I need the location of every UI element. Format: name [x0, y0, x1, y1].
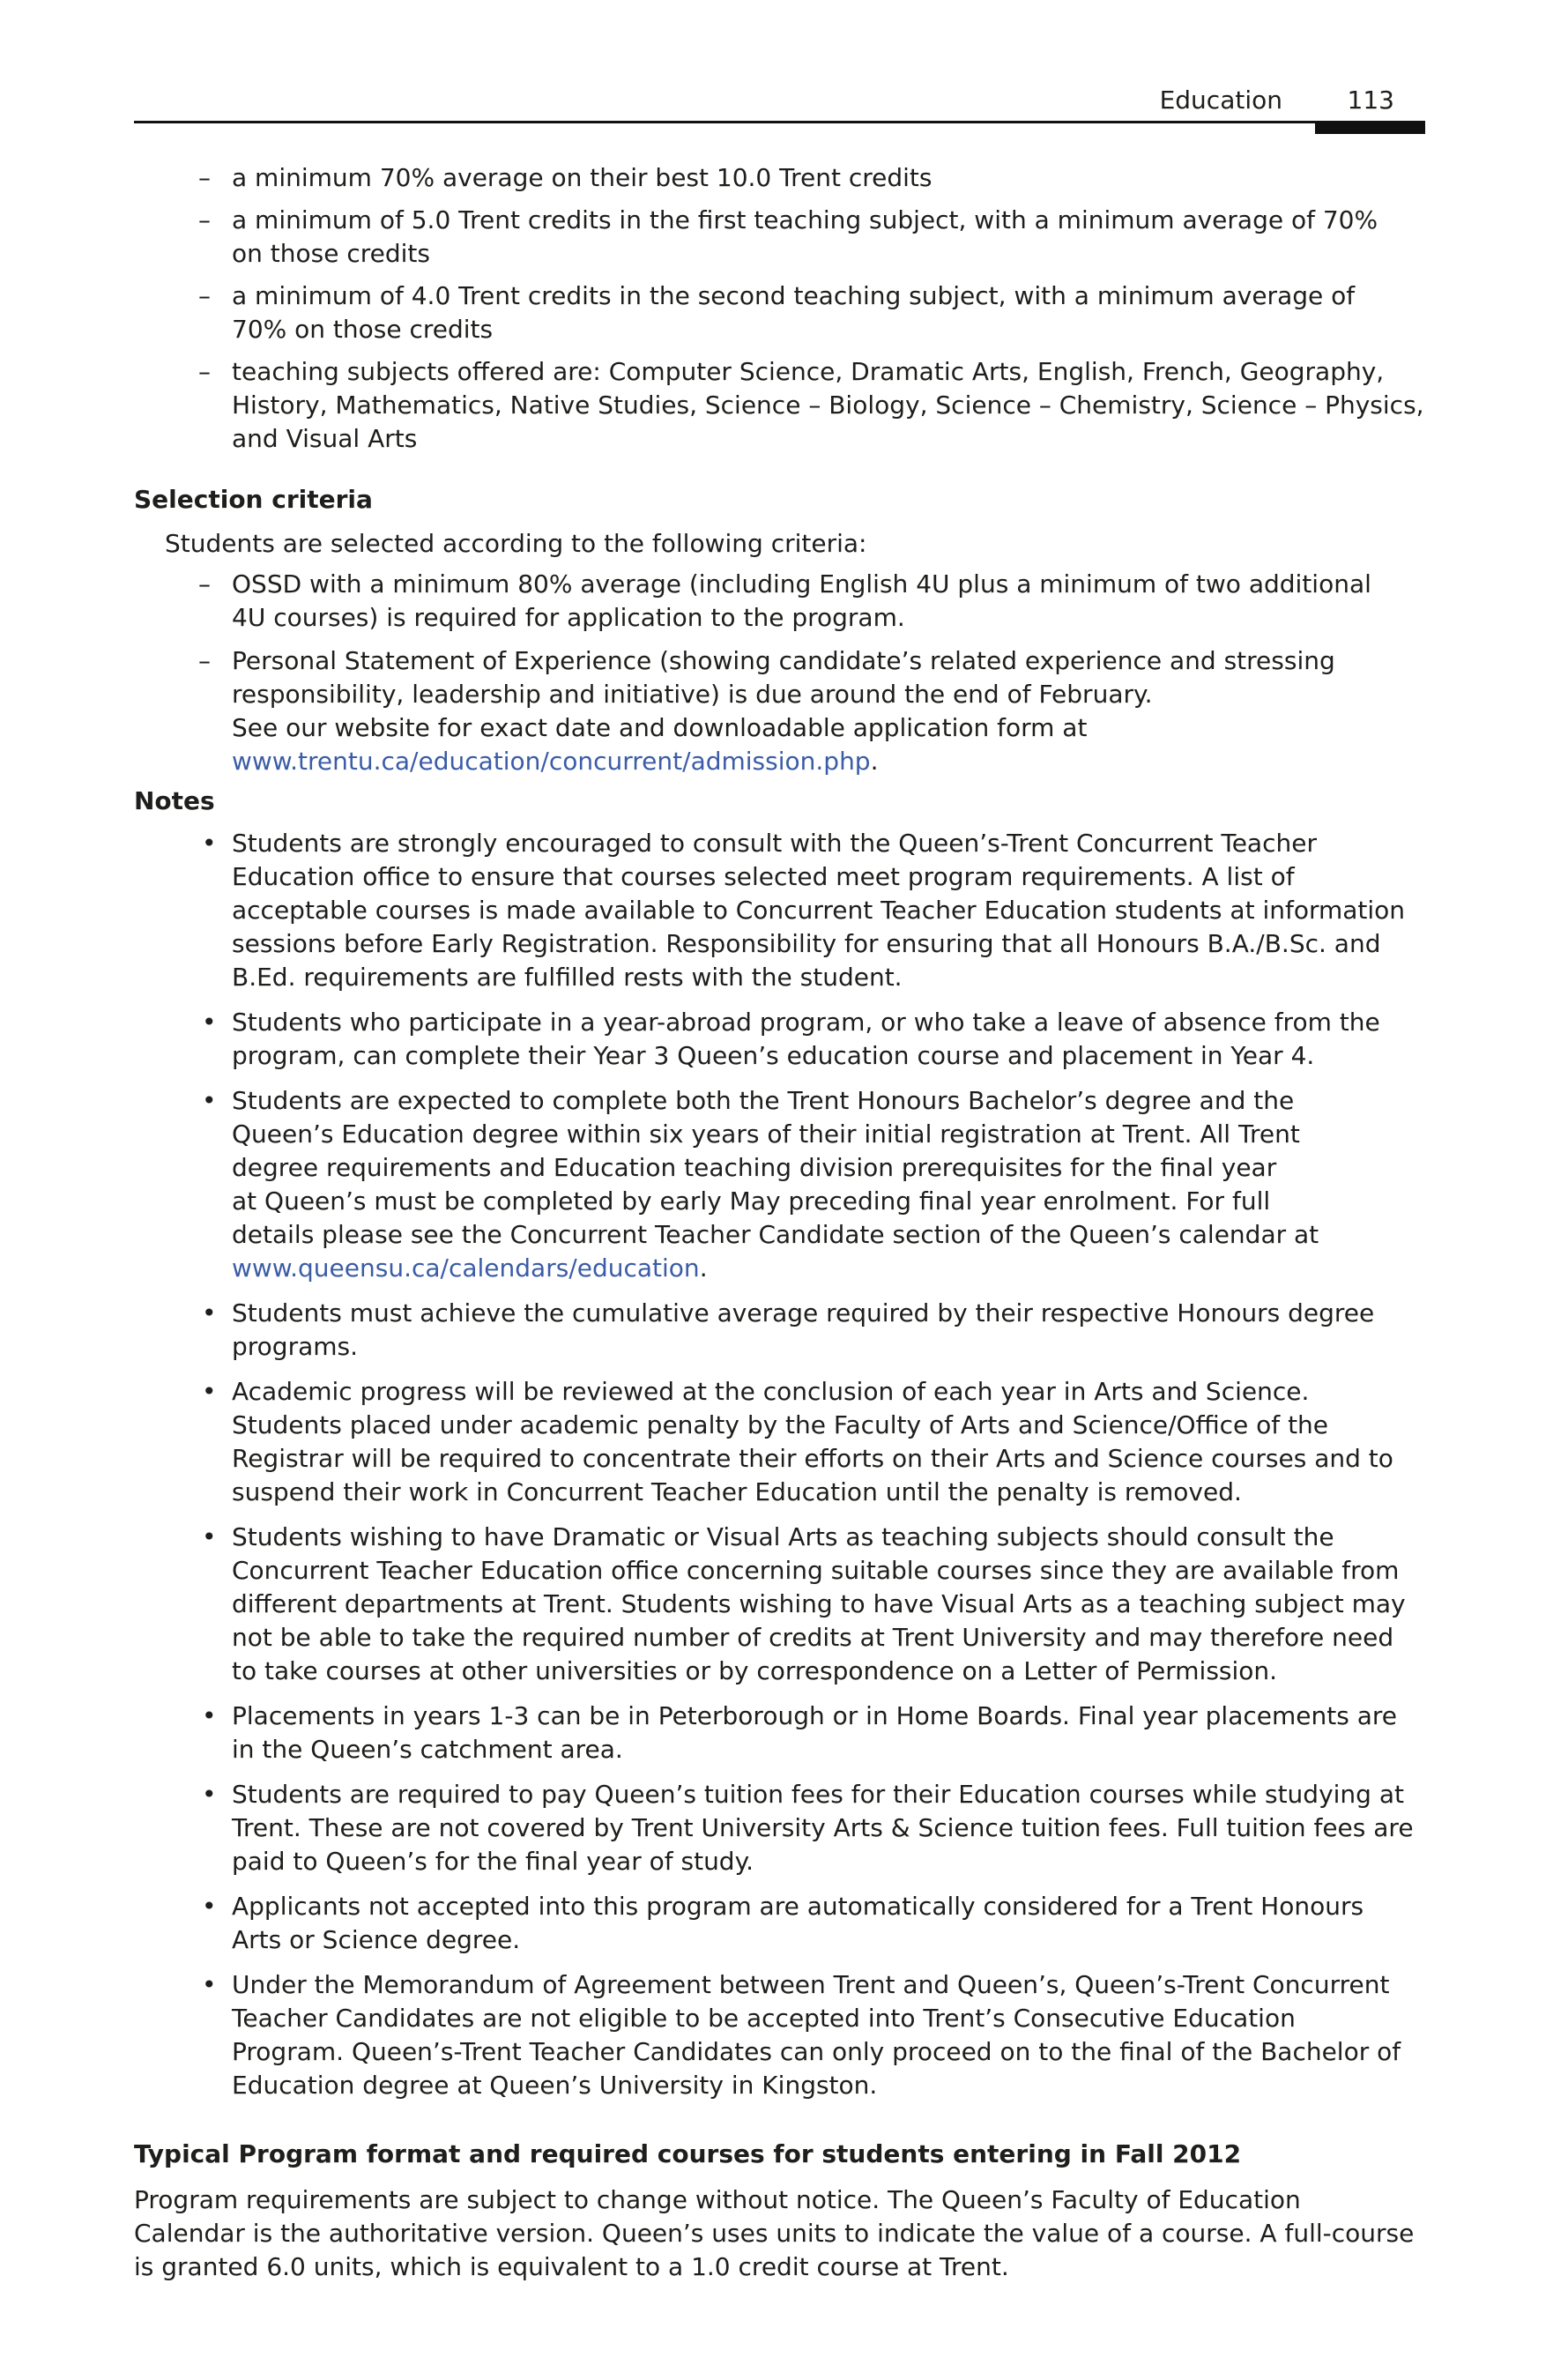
list-item-text: Under the Memorandum of Agreement between Trent and Queen’s, Queen’s-Trent Concurrent Teacher Candidates are not eligible to be accepted into Trent’s Consecutive Education Program. Queen’s-Trent Teacher Candidates can only proceed on to the final of the Bachelor of Education degree at Queen’s University in Kingston. [232, 1970, 1401, 2100]
list-item [0, 1890, 1553, 1957]
selection-criteria-heading: Selection criteria [134, 485, 373, 514]
list-item-text-suffix: . [870, 747, 879, 776]
list-item-text: a minimum of 4.0 Trent credits in the second teaching subject, with a minimum average of 70% on those credits [232, 281, 1356, 344]
list-item [0, 644, 1553, 778]
list-item [0, 1699, 1553, 1766]
list-item-text-body: Students are expected to complete both the Trent Honours Bachelor’s degree and the Queen’s Education degree within six years of their initial registration at Trent. All Trent degree requirements and Education teaching division prerequisites for the final year at Queen’s must be completed by early May preceding final year enrolment. For full details please see the Concurrent Teacher Candidate section of the Queen’s calendar at [232, 1086, 1319, 1249]
list-item [0, 1084, 1553, 1285]
notes-list [0, 827, 1553, 2102]
program-heading: Typical Program format and required courses for students entering in Fall 2012 [134, 2139, 1242, 2168]
queens-calendar-link[interactable]: www.queensu.ca/calendars/education [232, 1253, 700, 1283]
list-item [0, 1006, 1553, 1073]
list-item [0, 827, 1553, 994]
bullet-marker: • [202, 1892, 217, 1921]
list-item [0, 355, 1553, 456]
list-item-text: Placements in years 1-3 can be in Peterborough or in Home Boards. Final year placements are in the Queen’s catchment area. [232, 1701, 1397, 1764]
list-item-text: OSSD with a minimum 80% average (including English 4U plus a minimum of two additional 4U courses) is required for application to the program. [232, 569, 1371, 632]
dash-marker: – [198, 163, 211, 192]
page-content [0, 161, 1553, 2284]
header-rule [134, 121, 1425, 123]
dash-marker: – [198, 646, 211, 675]
list-item-text: Students are strongly encouraged to consult with the Queen’s-Trent Concurrent Teacher Education office to ensure that courses selected meet program requirements. A list of acceptable courses is made available to Concurrent Teacher Education students at information sessions before Early Registration. Responsibility for ensuring that all Honours B.A./B.Sc. and B.Ed. requirements are fulfilled rests with the student. [232, 829, 1406, 992]
list-item-text: Students are required to pay Queen’s tuition fees for their Education courses while studying at Trent. These are not covered by Trent University Arts & Science tuition fees. Full tuition fees are paid to Queen’s for the final year of study. [232, 1780, 1414, 1876]
admission-link[interactable]: www.trentu.ca/education/concurrent/admission.php [232, 747, 871, 776]
list-item [0, 1778, 1553, 1878]
list-item [0, 1297, 1553, 1364]
list-item [0, 1968, 1553, 2102]
dash-marker: – [198, 281, 211, 310]
bullet-marker: • [202, 1970, 217, 1999]
bullet-marker: • [202, 1701, 217, 1730]
selection-criteria-list [0, 568, 1553, 778]
list-item-text: a minimum 70% average on their best 10.0 Trent credits [232, 163, 933, 192]
list-item [0, 1375, 1553, 1509]
selection-criteria-intro: Students are selected according to the following criteria: [165, 529, 867, 558]
header-tab-bar [1315, 121, 1425, 134]
list-item [0, 204, 1553, 271]
list-item-text: Students who participate in a year-abroad program, or who take a leave of absence from the program, can complete their Year 3 Queen’s education course and placement in Year 4. [232, 1008, 1380, 1070]
list-item-text: teaching subjects offered are: Computer Science, Dramatic Arts, English, French, Geography, History, Mathematics, Native Studies, Science – Biology, Science – Chemistry, Science – Physics, and Visual Arts [232, 357, 1424, 453]
list-item [0, 161, 1553, 195]
page-number: 113 [1347, 86, 1394, 115]
list-item [0, 1521, 1553, 1688]
bullet-marker: • [202, 829, 217, 858]
bullet-marker: • [202, 1008, 217, 1037]
program-text: Program requirements are subject to change without notice. The Queen’s Faculty of Education Calendar is the authoritative version. Queen’s uses units to indicate the value of a course. A full-course is granted 6.0 units, which is equivalent to a 1.0 credit course at Trent. [134, 2185, 1415, 2281]
list-item-text: a minimum of 5.0 Trent credits in the first teaching subject, with a minimum average of 70% on those credits [232, 205, 1378, 268]
list-item-text: Students wishing to have Dramatic or Visual Arts as teaching subjects should consult the Concurrent Teacher Education office concerning suitable courses since they are available from different departments at Trent. Students wishing to have Visual Arts as a teaching subject may not be able to take the required number of credits at Trent University and may therefore need to take courses at other universities or by correspondence on a Letter of Permission. [232, 1522, 1406, 1685]
list-item-text: Academic progress will be reviewed at the conclusion of each year in Arts and Science. Students placed under academic penalty by the Faculty of Arts and Science/Office of the Registrar will be required to concentrate their efforts on their Arts and Science courses and to suspend their work in Concurrent Teacher Education until the penalty is removed. [232, 1377, 1393, 1506]
requirements-list [0, 161, 1553, 456]
dash-marker: – [198, 569, 211, 599]
list-item [0, 279, 1553, 346]
notes-heading: Notes [134, 786, 215, 815]
list-item [0, 568, 1553, 635]
bullet-marker: • [202, 1298, 217, 1328]
dash-marker: – [198, 205, 211, 234]
list-item-text-suffix: . [699, 1253, 708, 1283]
list-item-text: Applicants not accepted into this program are automatically considered for a Trent Honours Arts or Science degree. [232, 1892, 1364, 1954]
list-item-text [232, 644, 1553, 778]
bullet-marker: • [202, 1086, 217, 1115]
bullet-marker: • [202, 1377, 217, 1406]
section-title: Education [1159, 86, 1282, 115]
list-item-text-body: Personal Statement of Experience (showing candidate’s related experience and stressing responsibility, leadership and initiative) is due around the end of February. See our website for exact date and downloadable application form at [232, 646, 1335, 742]
dash-marker: – [198, 357, 211, 386]
list-item-text: Students must achieve the cumulative average required by their respective Honours degree programs. [232, 1298, 1375, 1361]
bullet-marker: • [202, 1780, 217, 1809]
list-item-text [232, 1084, 1553, 1285]
bullet-marker: • [202, 1522, 217, 1551]
